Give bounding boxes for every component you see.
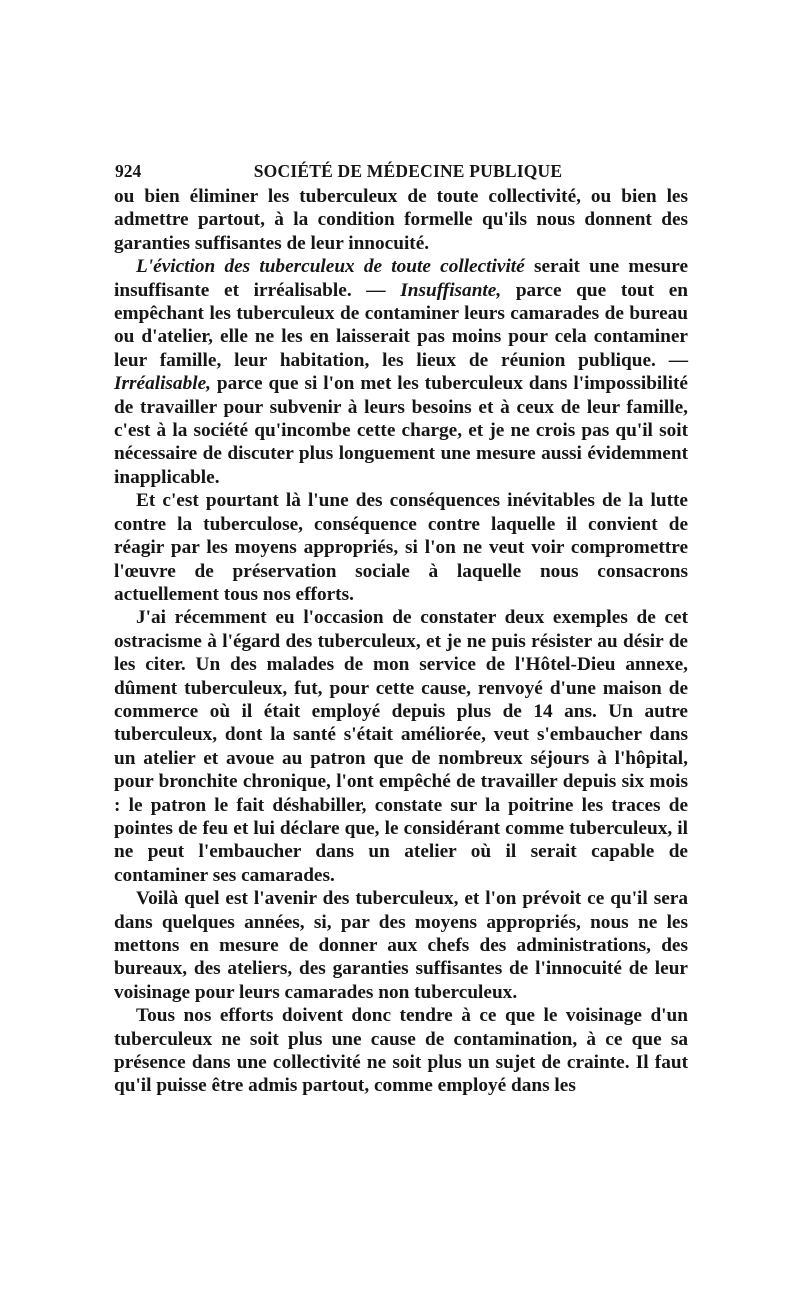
- journal-title: SOCIÉTÉ DE MÉDECINE PUBLIQUE: [253, 161, 563, 181]
- paragraph-text: serait une mesure insuffisante et irréalisable. —: [114, 256, 689, 301]
- italic-word-insuffisante: Insuffisante,: [400, 279, 502, 301]
- page-number: 924: [115, 161, 142, 181]
- body-text: [114, 185, 688, 1098]
- running-head: [114, 158, 688, 184]
- paragraph-consequences: Et c'est pourtant là l'une des conséquences inévitables de la lutte contre la tuberculose, conséquence contre laquelle il convient de réagir par les moyens appropriés, si l'on ne veut voir compromettre l'œuvre de préservation sociale à laquelle nous consacrons actuellement tous nos efforts.: [114, 490, 688, 605]
- paragraph-text: parce que si l'on met les tuberculeux dans l'impossibilité de travailler pour subvenir à leurs besoins et à ceux de leur famille, c'est à la société qu'incombe cette charge, et je ne crois pas qu'il soit nécessaire de discuter plus longuement une mesure aussi évidemment inapplicable.: [114, 373, 688, 488]
- paragraph-efforts: Tous nos efforts doivent donc tendre à ce que le voisinage d'un tuberculeux ne soit plus une cause de contamination, à ce que sa présence dans une collectivité ne soit plus un sujet de crainte. Il faut qu'il puisse être admis partout, comme employé dans les: [114, 1005, 688, 1097]
- italic-word-irrealisable: Irréalisable,: [114, 373, 211, 395]
- paragraph-continued: ou bien éliminer les tuberculeux de toute collectivité, ou bien les admettre partout, à la condition formelle qu'ils nous donnent des garanties suffisantes de leur innocuité.: [114, 186, 688, 254]
- paragraph-text: parce que tout en empêchant les tuberculeux de contaminer leurs camarades de bureau ou d'atelier, elle ne les en laisserait pas moins pour cela contaminer leur famille, leur habitation, les lieux de réunion publique. —: [114, 279, 688, 371]
- paragraph-avenir: Voilà quel est l'avenir des tuberculeux, et l'on prévoit ce qu'il sera dans quelques années, si, par des moyens appropriés, nous ne les mettons en mesure de donner aux chefs des administrations, des bureaux, des ateliers, des garanties suffisantes de l'innocuité de leur voisinage pour leurs camarades non tuberculeux.: [114, 888, 688, 1003]
- italic-phrase-eviction: L'éviction des tuberculeux de toute collectivité: [136, 256, 525, 278]
- paragraph-eviction: [114, 255, 688, 489]
- paragraph-examples: J'ai récemment eu l'occasion de constater deux exemples de cet ostracisme à l'égard des tuberculeux, et je ne puis résister au désir de les citer. Un des malades de mon service de l'Hôtel-Dieu annexe, dûment tuberculeux, fut, pour cette cause, renvoyé d'une maison de commerce où il était employé depuis plus de 14 ans. Un autre tuberculeux, dont la santé s'était améliorée, veut s'embaucher dans un atelier et avoue au patron que de nombreux séjours à l'hôpital, pour bronchite chronique, l'ont empêché de travailler depuis six mois : le patron le fait déshabiller, constate sur la poitrine les traces de pointes de feu et lui déclare que, le considérant comme tuberculeux, il ne peut l'embaucher dans un atelier où il serait capable de contaminer ses camarades.: [114, 607, 688, 886]
- book-page: [114, 158, 688, 1098]
